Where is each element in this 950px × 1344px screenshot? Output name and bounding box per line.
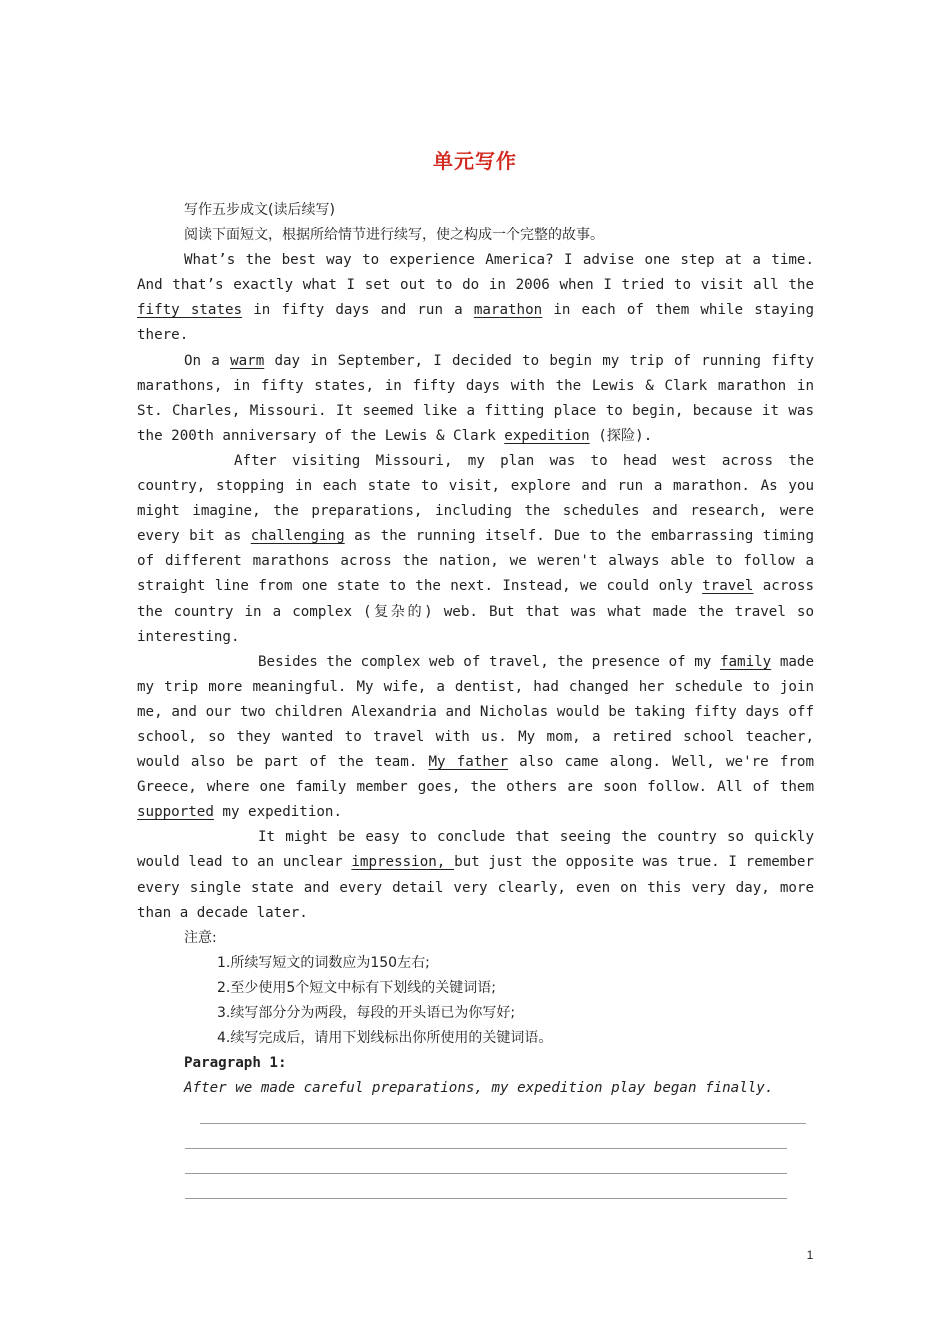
note-item: 1.所续写短文的词数应为150左右; xyxy=(217,954,430,971)
instruction: 阅读下面短文，根据所给情节进行续写，使之构成一个完整的故事。 xyxy=(184,227,604,244)
passage-paragraph-5 xyxy=(137,825,814,925)
key-phrase: warm xyxy=(230,352,265,369)
key-phrase: challenging xyxy=(250,528,345,545)
text-run: day in September, I decided to begin my trip of running fifty marathons, in fifty states, in fifty days with the Lewis & Clark marathon in St. Charles, Missouri. It seemed like a fitting place to begin, because it was the 200th anniversary of the Lewis & Clark xyxy=(137,352,814,444)
writing-line xyxy=(200,1123,806,1124)
document-body xyxy=(137,198,814,1101)
passage-paragraph-3 xyxy=(137,449,814,650)
page-number: 1 xyxy=(806,1248,814,1262)
text-run: It might be easy to conclude that seeing the country so quickly would lead to an unclear xyxy=(137,829,814,871)
text-run: After visiting Missouri, my plan was to head west across the country, stopping in each state to visit, explore and run a marathon. As you might imagine, the preparations, including the schedules and research, were every bit as xyxy=(137,452,814,545)
key-phrase: fifty states xyxy=(137,302,243,319)
text-run: across the country in a complex (复杂的) web. But that was what made the travel so interesting. xyxy=(137,578,814,645)
paragraph-start xyxy=(137,1076,814,1101)
note-item: 2.至少使用5个短文中标有下划线的关键词语; xyxy=(217,979,496,996)
text-run: Besides the complex web of travel, the presence of my xyxy=(258,653,720,670)
key-phrase: expedition xyxy=(504,427,590,444)
subtitle: 写作五步成文(读后续写) xyxy=(184,202,335,218)
writing-line xyxy=(185,1148,787,1149)
passage-paragraph-2 xyxy=(137,349,814,449)
text-run: but just the opposite was true. I remember every single state and every detail very clearly, even on this very day, more than a decade later. xyxy=(137,854,814,921)
key-phrase: impression, xyxy=(351,854,455,871)
note-item: 3.续写部分分为两段，每段的开头语已为你写好; xyxy=(217,1005,516,1021)
key-phrase: travel xyxy=(702,578,754,595)
notes-label: 注意: xyxy=(184,929,217,946)
paragraph-label: Paragraph 1: xyxy=(184,1055,287,1072)
note-item: 4.续写完成后，请用下划线标出你所使用的关键词语。 xyxy=(217,1030,553,1047)
text-run: What’s the best way to experience America? I advise one step at a time. And that’s exactly what I set out to do in 2006 when I tried to visit all the xyxy=(137,252,814,294)
writing-line xyxy=(185,1173,787,1174)
page-title: 单元写作 xyxy=(433,149,517,173)
text-run: as the running itself. Due to the embarrassing timing of different marathons across the nation, we weren't always able to follow a straight line from one state to the next. Instead, we could only xyxy=(137,528,815,595)
passage-paragraph-4 xyxy=(137,650,814,826)
passage-paragraph-1 xyxy=(137,248,814,348)
text-run: made my trip more meaningful. My wife, a dentist, had changed her schedule to join me, and our two children Alexandria and Nicholas would be taking fifty days off school, so they wanted to travel with us. My mom, a retired school teacher, would also be part of the team. xyxy=(137,653,814,771)
writing-line xyxy=(185,1198,787,1199)
text-run: also came along. Well, we're from Greece, where one family member goes, the others are soon follow. All of them xyxy=(137,754,814,796)
key-phrase: marathon xyxy=(473,302,543,319)
key-phrase: My father xyxy=(428,754,508,771)
text-run: in fifty days and run a xyxy=(242,302,474,319)
text-run: my expedition. xyxy=(213,804,342,821)
text-run: On a xyxy=(184,352,231,369)
text-run: (探险). xyxy=(589,427,653,444)
paragraph-start-text: After we made careful preparations, my expedition play began finally. xyxy=(184,1080,774,1097)
key-phrase: family xyxy=(719,653,772,670)
text-run: in each of them while staying there. xyxy=(137,302,815,344)
key-phrase: supported xyxy=(137,804,214,821)
